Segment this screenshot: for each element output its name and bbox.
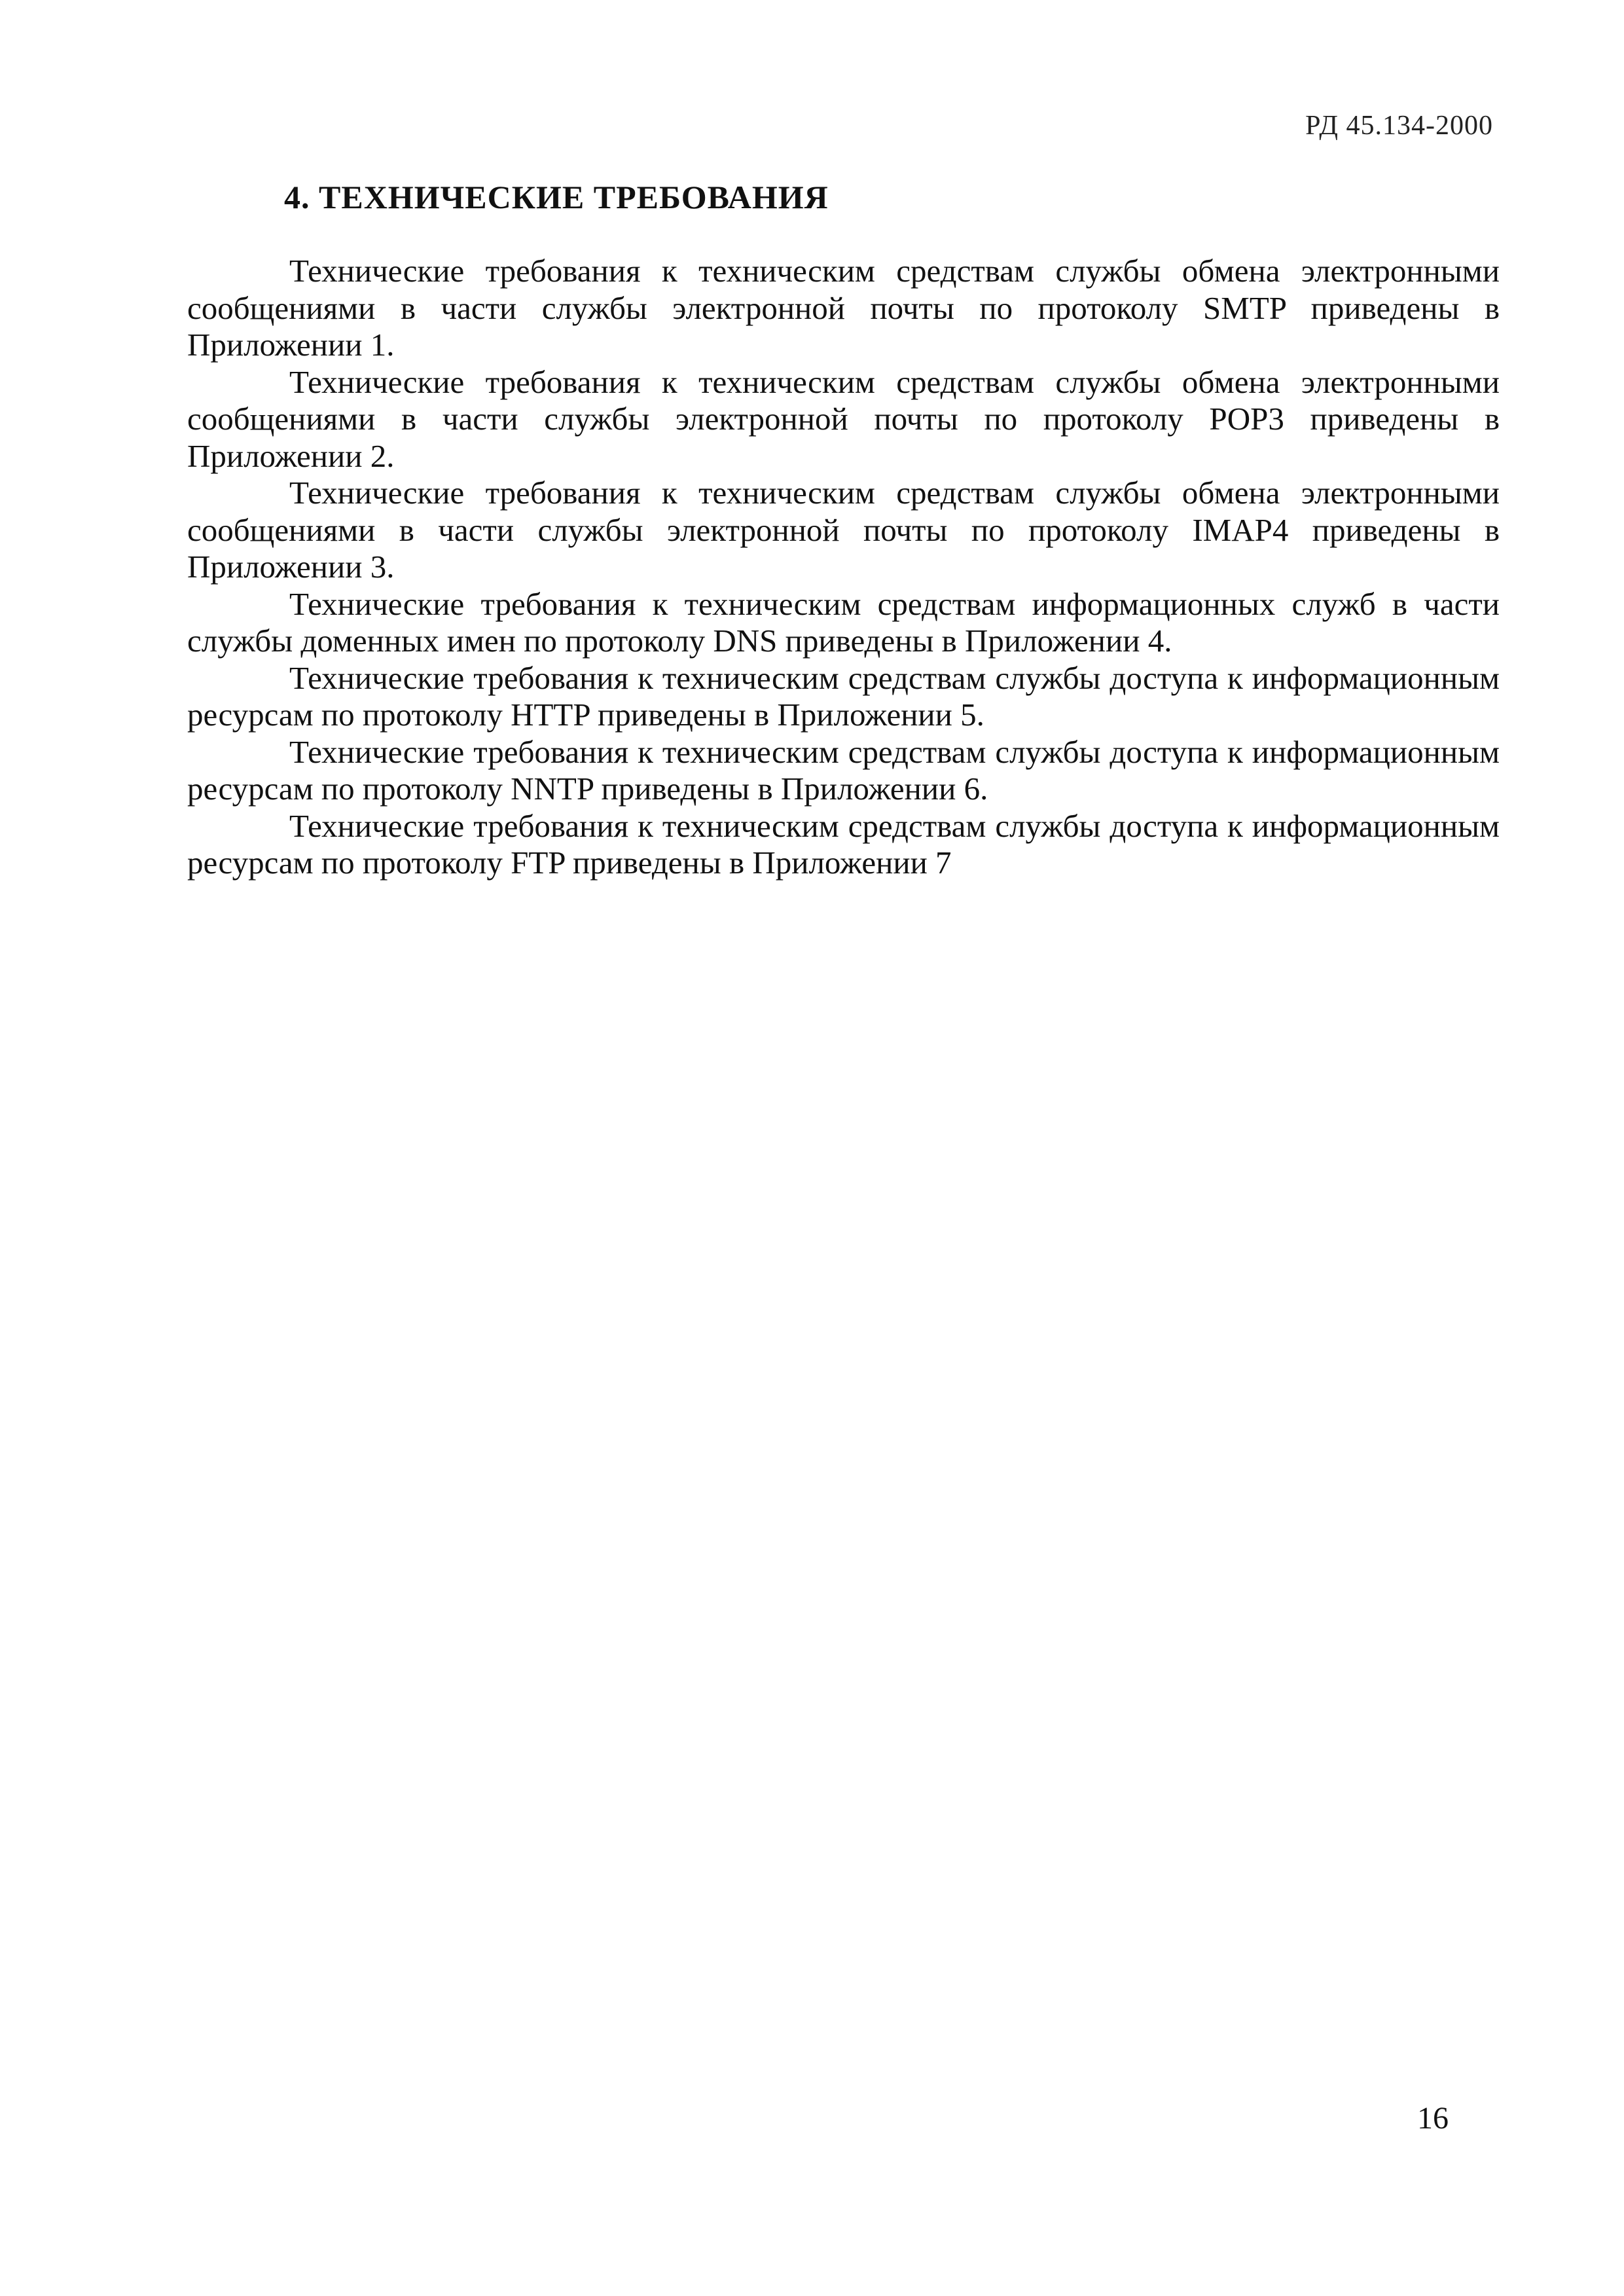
section-title: 4. ТЕХНИЧЕСКИЕ ТРЕБОВАНИЯ	[284, 179, 829, 215]
paragraph-smtp: Технические требования к техническим средствам службы обмена электронными сообщениями в части службы электронной почты по протоколу SMTP приведены в Приложении 1.	[187, 253, 1500, 363]
paragraph-dns: Технические требования к техническим средствам информационных служб в части службы доменных имен по протоколу DNS приведены в Приложении 4.	[187, 585, 1500, 659]
paragraph-http: Технические требования к техническим средствам службы доступа к информационным ресурсам по протоколу HTTP приведены в Приложении 5.	[187, 659, 1500, 733]
document-code: РД 45.134-2000	[1305, 111, 1493, 141]
paragraph-imap4: Технические требования к техническим средствам службы обмена электронными сообщениями в части службы электронной почты по протоколу IMAP4 приведены в Приложении 3.	[187, 475, 1500, 585]
section-body	[187, 253, 1500, 882]
page-number: 16	[1417, 2101, 1449, 2136]
paragraph-ftp: Технические требования к техническим средствам службы доступа к информационным ресурсам по протоколу FTP приведены в Приложении 7	[187, 807, 1500, 881]
paragraph-pop3: Технические требования к техническим средствам службы обмена электронными сообщениями в части службы электронной почты по протоколу POP3 приведены в Приложении 2.	[187, 363, 1500, 474]
paragraph-nntp: Технические требования к техническим средствам службы доступа к информационным ресурсам по протоколу NNTP приведены в Приложении 6.	[187, 733, 1500, 807]
